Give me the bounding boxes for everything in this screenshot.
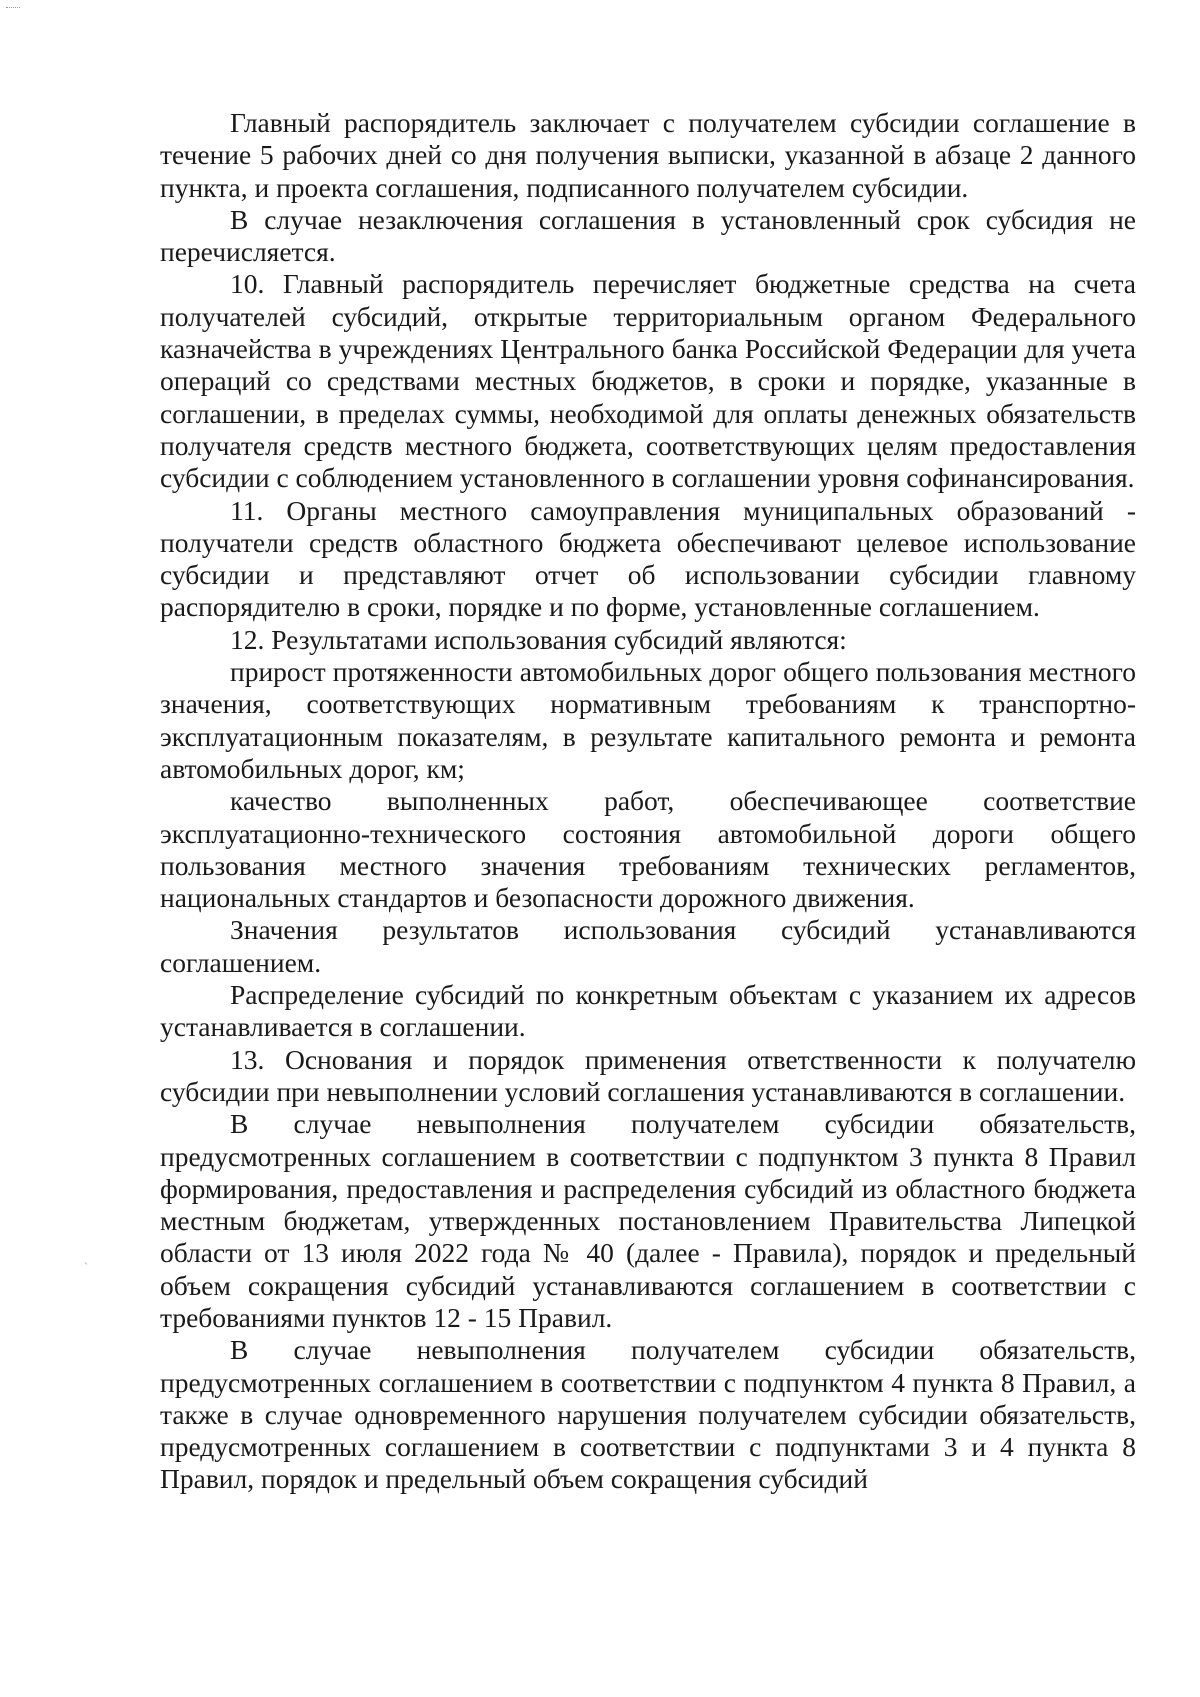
- scan-artifact-mark: [6, 7, 20, 10]
- paragraph-12-results: 12. Результатами использования субсидий являются:: [230, 623, 847, 655]
- paragraph-11-local-bodies: 11. Органы местного самоуправления муниципальных образований - получатели средств областного бюджета обеспечивают целевое использование субсидии и представляют отчет об использовании субсидии главному распорядителю в сроки, порядке и по форме, установленные соглашением.: [160, 494, 1136, 623]
- paragraph-non-fulfilment-sub4: В случае невыполнения получателем субсидии обязательств, предусмотренных соглашением в соответствии с подпунктом 4 пункта 8 Правил, а также в случае одновременного нарушения получателем субсидии обязательств, предусмотренных соглашением в соответствии с подпунктами 3 и 4 пункта 8 Правил, порядок и предельный объем сокращения субсидий: [160, 1334, 1136, 1495]
- paragraph-13-responsibility: 13. Основания и порядок применения ответственности к получателю субсидии при невыполнении условий соглашения устанавливаются в соглашении.: [160, 1043, 1136, 1107]
- paragraph-result-quality: качество выполненных работ, обеспечивающее соответствие эксплуатационно-технического состояния автомобильной дороги общего пользования местного значения требованиям технических регламентов, национальных стандартов и безопасности дорожного движения.: [160, 785, 1136, 914]
- paragraph-result-values: Значения результатов использования субсидий устанавливаются соглашением.: [160, 914, 1136, 978]
- document-body: [160, 107, 1136, 1496]
- paragraph-distribution: Распределение субсидий по конкретным объектам с указанием их адресов устанавливается в соглашении.: [160, 979, 1136, 1043]
- stray-scan-dot: `: [84, 1263, 89, 1274]
- paragraph-non-conclusion: В случае незаключения соглашения в установленный срок субсидия не перечисляется.: [160, 203, 1136, 268]
- paragraph-agreement-term: Главный распорядитель заключает с получателем субсидии соглашение в течение 5 рабочих дней со дня получения выписки, указанной в абзаце 2 данного пункта, и проекта соглашения, подписанного получателем субсидии.: [160, 107, 1136, 203]
- paragraph-10-transfer: 10. Главный распорядитель перечисляет бюджетные средства на счета получателей субсидий, открытые территориальным органом Федерального казначейства в учреждениях Центрального банка Российской Федерации для учета операций со средствами местных бюджетов, в сроки и порядке, указанные в соглашении, в пределах суммы, необходимой для оплаты денежных обязательств получателя средств местного бюджета, соответствующих целям предоставления субсидии с соблюдением установленного в соглашении уровня софинансирования.: [160, 268, 1136, 494]
- paragraph-non-fulfilment-sub3: В случае невыполнения получателем субсидии обязательств, предусмотренных соглашением в соответствии с подпунктом 3 пункта 8 Правил формирования, предоставления и распределения субсидий из областного бюджета местным бюджетам, утвержденных постановлением Правительства Липецкой области от 13 июля 2022 года № 40 (далее - Правила), порядок и предельный объем сокращения субсидий устанавливаются соглашением в соответствии с требованиями пунктов 12 - 15 Правил.: [160, 1108, 1136, 1333]
- paragraph-result-road-length: прирост протяженности автомобильных дорог общего пользования местного значения, соответствующих нормативным требованиям к транспортно-эксплуатационным показателям, в результате капитального ремонта и ремонта автомобильных дорог, км;: [160, 656, 1136, 784]
